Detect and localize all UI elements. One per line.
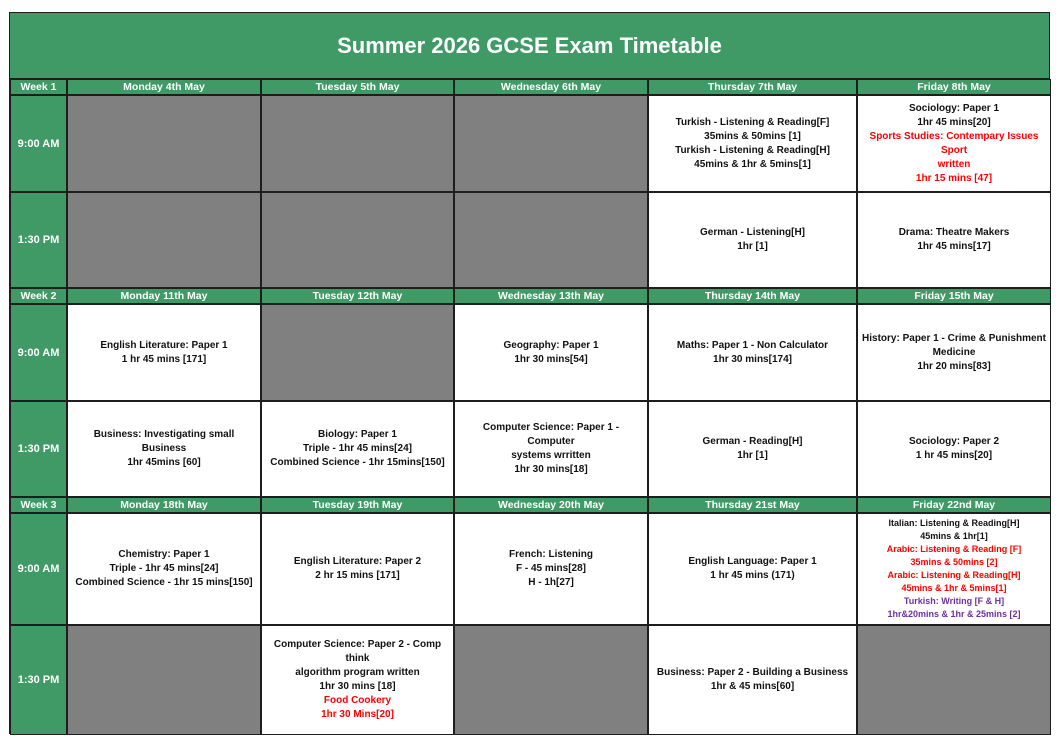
empty-slot xyxy=(454,95,648,192)
exam-duration: Combined Science - 1hr 15 mins[150] xyxy=(75,577,253,588)
time-slot-am: 9:00 AM xyxy=(10,513,67,625)
empty-slot xyxy=(67,625,261,735)
exam-duration: Combined Science - 1hr 15mins[150] xyxy=(270,457,445,468)
time-slot-pm: 1:30 PM xyxy=(10,401,67,497)
day-header: Wednesday 6th May xyxy=(454,79,648,95)
exam-duration: Triple - 1hr 45 mins[24] xyxy=(109,563,219,574)
exam-slot xyxy=(648,304,857,401)
exam-duration: 1hr 30 mins[54] xyxy=(514,353,588,365)
exam-duration: 1 hr 45 mins (171) xyxy=(710,570,795,581)
empty-slot xyxy=(261,192,454,288)
exam-slot xyxy=(454,304,648,401)
exam-title: Medicine xyxy=(932,346,976,358)
exam-duration: 35mins & 50mins [1] xyxy=(704,130,801,142)
exam-title: Arabic: Listening & Reading [F] xyxy=(886,544,1022,554)
week-label: Week 2 xyxy=(10,288,67,304)
exam-title: Sociology: Paper 2 xyxy=(908,436,1000,447)
exam-title: Drama: Theatre Makers xyxy=(898,227,1010,238)
page-title: Summer 2026 GCSE Exam Timetable xyxy=(10,13,1049,79)
exam-duration: F - 45 mins[28] xyxy=(515,563,587,574)
exam-title: Maths: Paper 1 - Non Calculator xyxy=(676,339,829,351)
exam-title: English Literature: Paper 1 xyxy=(100,339,228,351)
exam-title: Computer Science: Paper 1 - Computer xyxy=(482,422,620,447)
exam-slot xyxy=(67,513,261,625)
time-slot-pm: 1:30 PM xyxy=(10,192,67,288)
exam-title: Turkish - Listening & Reading[H] xyxy=(675,144,830,156)
exam-slot xyxy=(454,401,648,497)
exam-slot xyxy=(648,513,857,625)
time-slot-am: 9:00 AM xyxy=(10,304,67,401)
day-header: Monday 11th May xyxy=(67,288,261,304)
exam-title: English Language: Paper 1 xyxy=(688,556,817,567)
empty-slot xyxy=(454,192,648,288)
exam-duration: 1hr 20 mins[83] xyxy=(917,360,991,372)
empty-slot xyxy=(857,625,1051,735)
exam-title: German - Reading[H] xyxy=(702,436,803,447)
exam-slot xyxy=(648,625,857,735)
day-header: Thursday 7th May xyxy=(648,79,857,95)
exam-duration: 1hr 15 mins [47] xyxy=(915,172,993,184)
exam-duration: 1 hr 45 mins[20] xyxy=(915,450,993,461)
exam-slot xyxy=(454,513,648,625)
timetable-sheet xyxy=(9,12,1050,734)
exam-title: Biology: Paper 1 xyxy=(318,429,397,440)
empty-slot xyxy=(67,95,261,192)
exam-title: Food Cookery xyxy=(323,695,392,706)
exam-duration: 1hr 45 mins[20] xyxy=(917,116,991,128)
exam-duration: 1hr 45mins [60] xyxy=(127,457,201,468)
week-label: Week 3 xyxy=(10,497,67,513)
exam-slot xyxy=(648,401,857,497)
exam-title: Italian: Listening & Reading[H] xyxy=(888,518,1020,528)
empty-slot xyxy=(261,95,454,192)
empty-slot xyxy=(454,625,648,735)
exam-slot xyxy=(857,401,1051,497)
day-header: Wednesday 20th May xyxy=(454,497,648,513)
day-header: Tuesday 19th May xyxy=(261,497,454,513)
exam-slot xyxy=(261,401,454,497)
exam-duration: 1hr&20mins & 1hr & 25mins [2] xyxy=(887,609,1021,619)
empty-slot xyxy=(67,192,261,288)
exam-slot xyxy=(261,625,454,735)
exam-slot xyxy=(857,192,1051,288)
exam-slot xyxy=(857,304,1051,401)
exam-duration: 1hr 30 mins[18] xyxy=(514,464,588,475)
day-header: Thursday 14th May xyxy=(648,288,857,304)
day-header: Tuesday 5th May xyxy=(261,79,454,95)
day-header: Friday 8th May xyxy=(857,79,1051,95)
exam-duration: 45mins & 1hr & 5mins[1] xyxy=(694,158,811,170)
exam-duration: 1 hr 45 mins [171] xyxy=(121,353,207,365)
exam-title: Turkish: Writing [F & H] xyxy=(903,596,1005,606)
day-header: Monday 18th May xyxy=(67,497,261,513)
exam-duration: 35mins & 50mins [2] xyxy=(910,557,998,567)
exam-duration: 2 hr 15 mins [171] xyxy=(315,570,400,581)
exam-slot xyxy=(261,513,454,625)
exam-duration: 45mins & 1hr[1] xyxy=(920,531,988,541)
day-header: Wednesday 13th May xyxy=(454,288,648,304)
exam-duration: 1hr [1] xyxy=(737,450,768,461)
exam-duration: H - 1h[27] xyxy=(528,577,574,588)
day-header: Monday 4th May xyxy=(67,79,261,95)
week-label: Week 1 xyxy=(10,79,67,95)
exam-duration: 1hr 30 Mins[20] xyxy=(321,709,394,720)
time-slot-am: 9:00 AM xyxy=(10,95,67,192)
exam-title: Business: Investigating small Business xyxy=(93,429,235,454)
exam-duration: 1hr 30 mins [18] xyxy=(319,681,396,692)
exam-duration: 1hr [1] xyxy=(737,241,768,252)
exam-duration: Triple - 1hr 45 mins[24] xyxy=(303,443,412,454)
exam-slot xyxy=(857,513,1051,625)
day-header: Thursday 21st May xyxy=(648,497,857,513)
exam-title: Sports Studies: Contempary Issues Sport xyxy=(869,130,1039,156)
exam-title: History: Paper 1 - Crime & Punishment xyxy=(862,332,1046,344)
exam-title: algorithm program written xyxy=(295,667,420,678)
exam-duration: 1hr 45 mins[17] xyxy=(917,241,991,252)
exam-slot xyxy=(857,95,1051,192)
exam-title: Arabic: Listening & Reading[H] xyxy=(887,570,1021,580)
empty-slot xyxy=(261,304,454,401)
time-slot-pm: 1:30 PM xyxy=(10,625,67,735)
exam-title: French: Listening xyxy=(509,549,593,560)
exam-title: Turkish - Listening & Reading[F] xyxy=(675,116,830,128)
exam-title: German - Listening[H] xyxy=(699,227,805,238)
exam-duration: 1hr & 45 mins[60] xyxy=(710,681,795,692)
exam-slot xyxy=(67,401,261,497)
exam-title: Geography: Paper 1 xyxy=(503,339,599,351)
exam-title: Business: Paper 2 - Building a Business xyxy=(656,667,849,678)
exam-title: Computer Science: Paper 2 - Comp think xyxy=(273,639,442,664)
day-header: Tuesday 12th May xyxy=(261,288,454,304)
exam-duration: 1hr 30 mins[174] xyxy=(713,353,792,365)
day-header: Friday 22nd May xyxy=(857,497,1051,513)
exam-title: English Literature: Paper 2 xyxy=(293,556,422,567)
exam-title: written xyxy=(937,158,971,170)
exam-title: Sociology: Paper 1 xyxy=(908,102,1000,114)
exam-slot xyxy=(648,192,857,288)
exam-slot xyxy=(648,95,857,192)
exam-duration: 45mins & 1hr & 5mins[1] xyxy=(901,583,1007,593)
exam-title: systems wrritten xyxy=(511,450,591,461)
exam-title: Chemistry: Paper 1 xyxy=(118,549,210,560)
day-header: Friday 15th May xyxy=(857,288,1051,304)
exam-slot xyxy=(67,304,261,401)
